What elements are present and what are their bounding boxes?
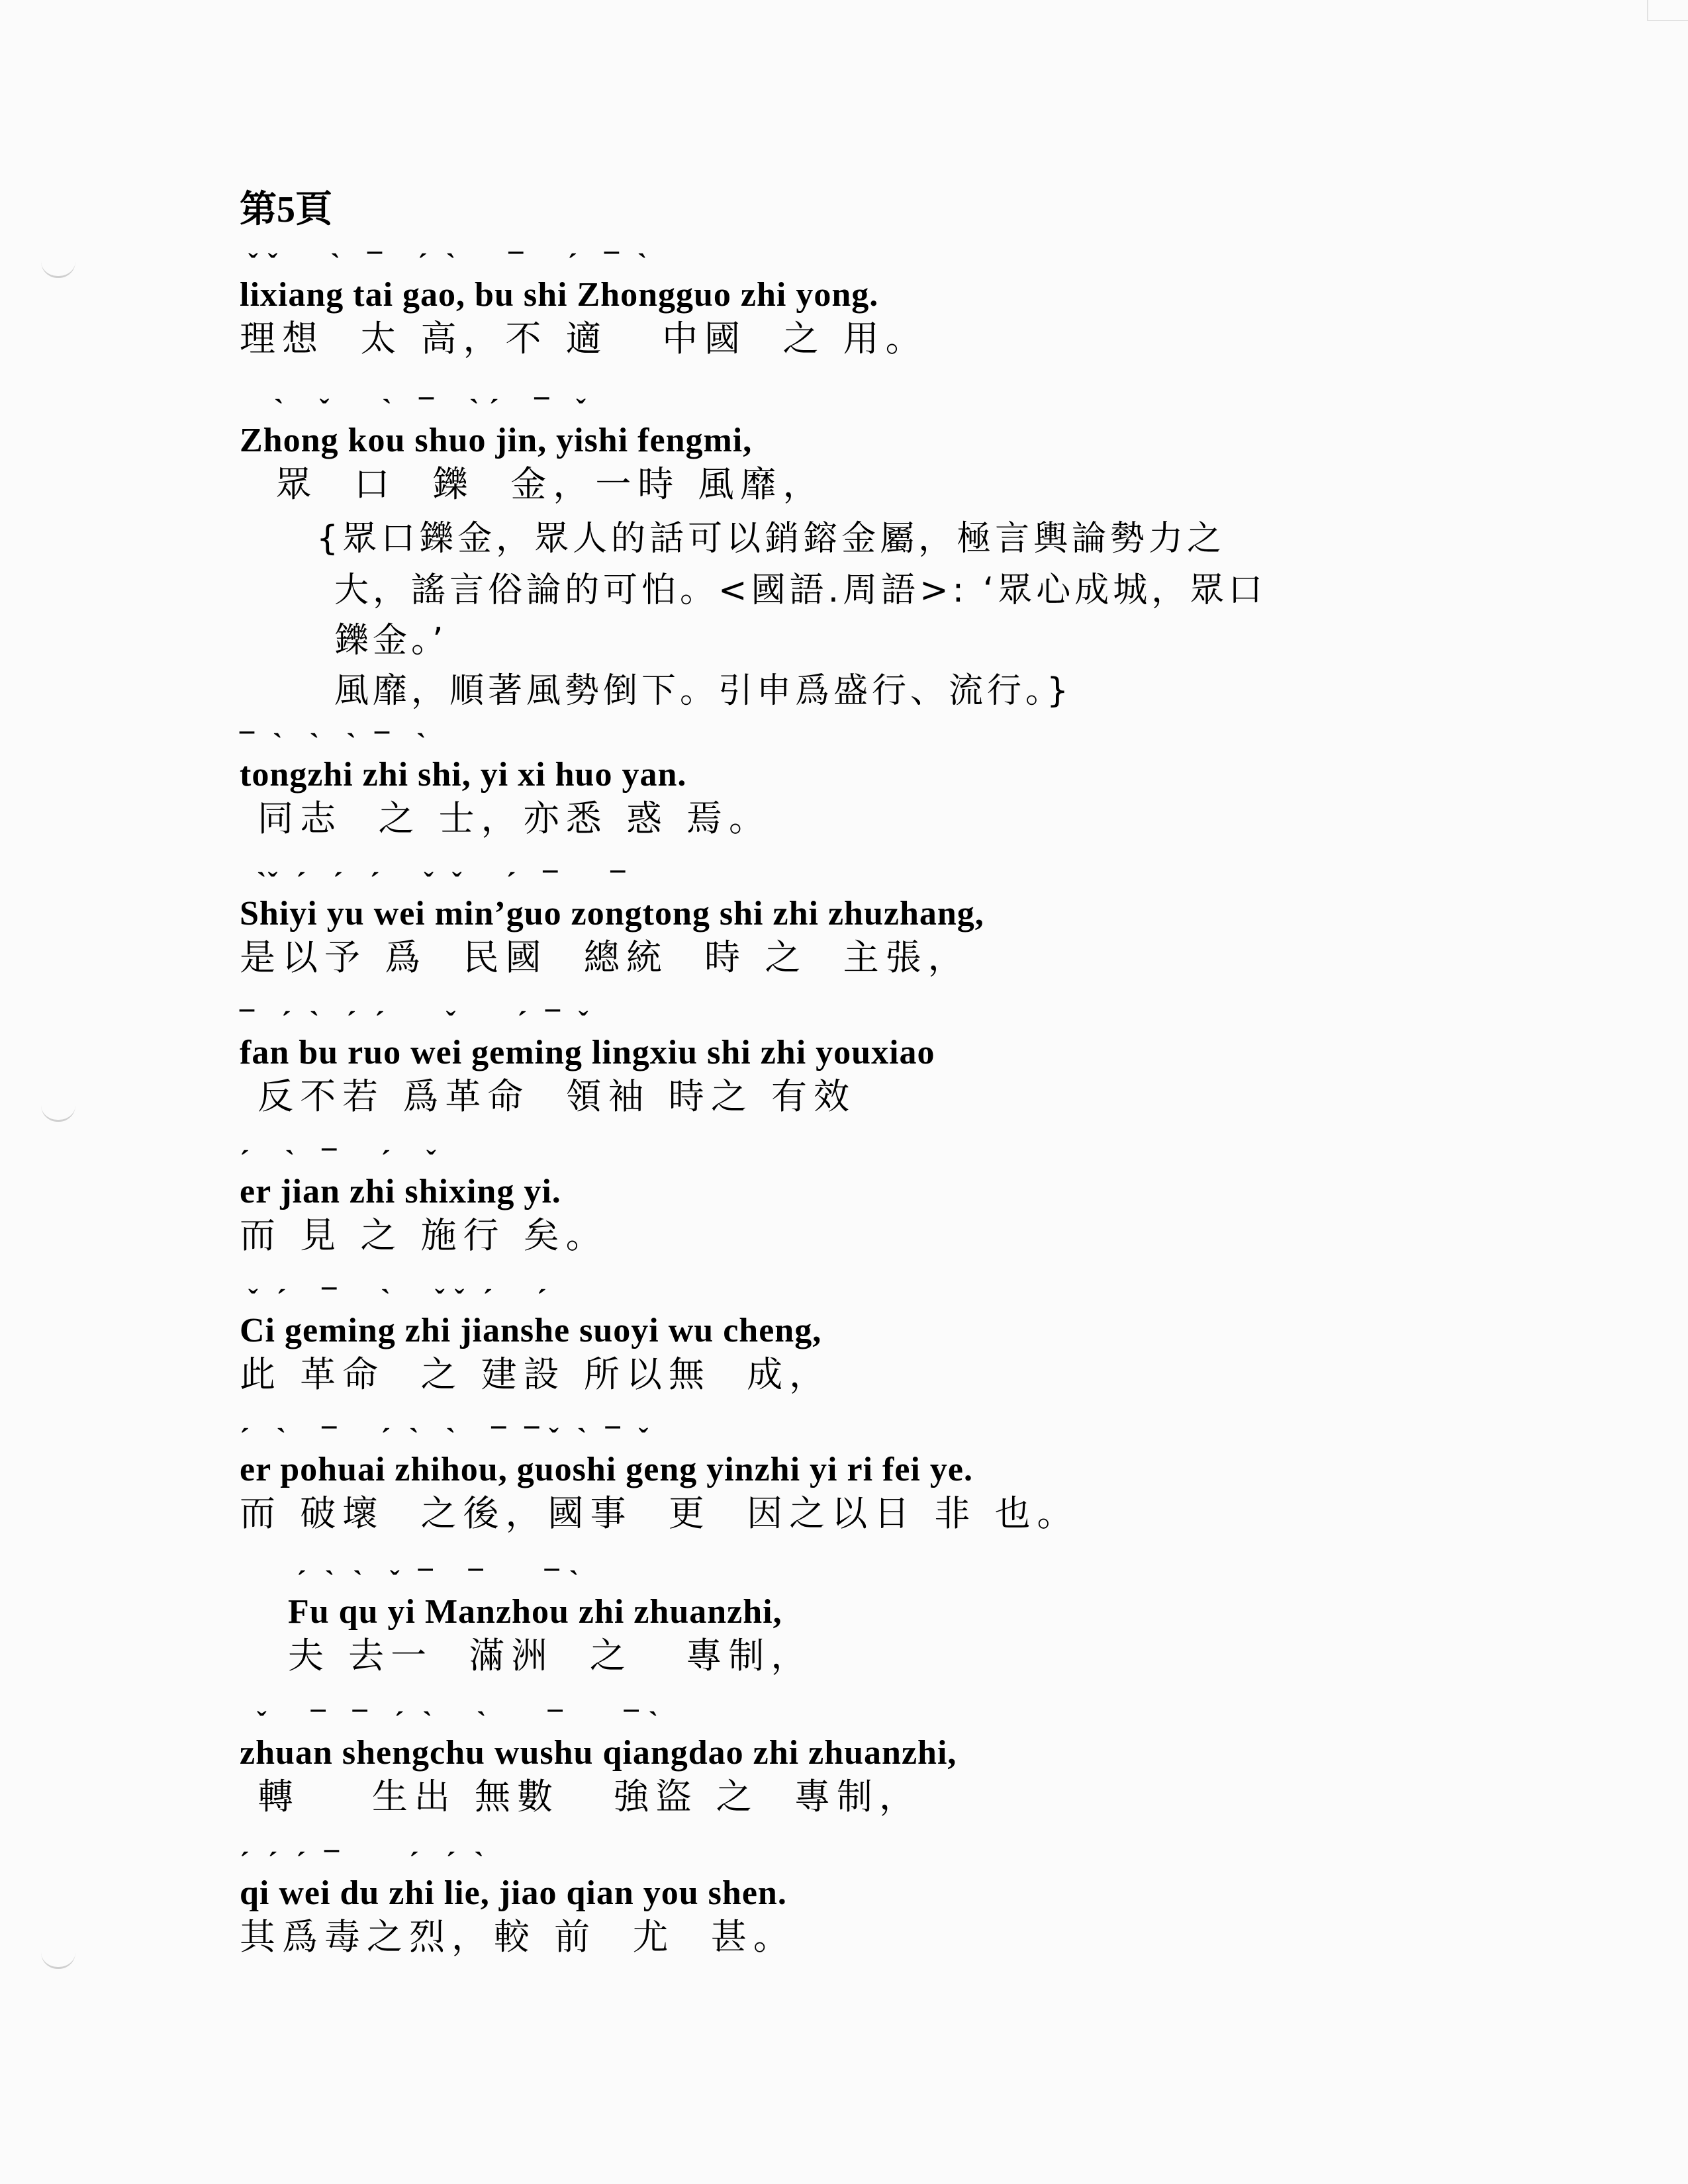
tone-marks: ˋ ˇ ˋ ¯ ˋ ˊ ¯ ˇ bbox=[240, 394, 587, 426]
verse-line bbox=[240, 1145, 608, 1259]
chinese-text: 而 破壞 之後，國事 更 因之以日 非 也。 bbox=[240, 1492, 1080, 1534]
pinyin-text: Shiyi yu wei min’guo zongtong shi zhi zhuzhang, bbox=[240, 895, 984, 933]
annotation-note-line: 鑠金。’ bbox=[334, 621, 447, 660]
verse-line bbox=[240, 1284, 832, 1398]
pinyin-text: Fu qu yi Manzhou zhi zhuanzhi, bbox=[288, 1593, 782, 1631]
verse-line bbox=[240, 1706, 957, 1820]
chinese-text: 反不若 爲革命 領袖 時之 有效 bbox=[240, 1075, 856, 1117]
verse-line bbox=[240, 867, 984, 981]
chinese-text: 夫 去一 滿洲 之 專制， bbox=[288, 1635, 814, 1676]
tone-marks: ˊ ˋ ˋ ˇ ¯ ¯ ¯ ˋ bbox=[288, 1565, 581, 1598]
chinese-text: 是以予 爲 民國 總統 時 之 主張， bbox=[240, 936, 970, 978]
scan-corner-mark bbox=[1647, 0, 1688, 21]
chinese-text: 而 見 之 施行 矣。 bbox=[240, 1214, 608, 1256]
verse-line bbox=[240, 728, 771, 842]
pinyin-text: tongzhi zhi shi, yi xi huo yan. bbox=[240, 756, 687, 794]
tone-marks: ˋˇ ˊ ˊ ˊ ˇ ˇ ˊ ¯ ¯ bbox=[240, 867, 627, 899]
annotation-note-line: 大，謠言俗論的可怕。<國語.周語>: ‘眾心成城，眾口 bbox=[334, 570, 1267, 610]
chinese-text: 理想 太 高，不 適 中國 之 用。 bbox=[240, 318, 928, 359]
verse-line bbox=[288, 1565, 814, 1679]
page-number: 第5頁 bbox=[240, 189, 332, 230]
tone-marks: ¯ ˋ ˋ ˋ ¯ ˋ bbox=[240, 728, 428, 760]
pinyin-text: Ci geming zhi jianshe suoyi wu cheng, bbox=[240, 1312, 822, 1349]
pinyin-text: zhuan shengchu wushu qiangdao zhi zhuanzhi, bbox=[240, 1734, 957, 1772]
chinese-text: 此 革命 之 建設 所以無 成， bbox=[240, 1353, 832, 1395]
tone-marks: ˊ ˋ ¯ ˊ ˋ ˋ ¯ ¯ ˇ ˋ ¯ ˇ bbox=[240, 1423, 650, 1455]
tone-marks: ¯ ˊ ˋ ˊ ˊ ˇ ˊ ¯ ˇ bbox=[240, 1006, 590, 1038]
chinese-text: 其爲毒之烈，較 前 尤 甚。 bbox=[240, 1916, 796, 1958]
chinese-text: 同志 之 士，亦悉 惑 焉。 bbox=[240, 797, 771, 839]
tone-marks: ˇ ˊ ¯ ˋ ˇ ˇ ˊ ˊ bbox=[240, 1284, 548, 1316]
punch-hole-mark bbox=[41, 1105, 75, 1122]
tone-marks: ˇ ¯ ¯ ˊ ˋ ˋ ¯ ¯ ˋ bbox=[240, 1706, 660, 1739]
pinyin-text: er pohuai zhihou, guoshi geng yinzhi yi ri fei ye. bbox=[240, 1451, 973, 1488]
pinyin-text: qi wei du zhi lie, jiao qian you shen. bbox=[240, 1874, 787, 1912]
verse-line bbox=[240, 248, 928, 362]
chinese-text: 轉 生出 無數 強盜 之 專制， bbox=[240, 1776, 921, 1817]
tone-marks: ˊ ˋ ¯ ˊ ˇ bbox=[240, 1145, 438, 1177]
pinyin-text: fan bu ruo wei geming lingxiu shi zhi youxiao bbox=[240, 1034, 935, 1071]
annotation-note-line: {眾口鑠金，眾人的話可以銷鎔金屬，極言輿論勢力之 bbox=[316, 519, 1226, 559]
punch-hole-mark bbox=[41, 261, 75, 278]
pinyin-text: Zhong kou shuo jin, yishi fengmi, bbox=[240, 422, 753, 459]
annotation-note-line: 風靡，順著風勢倒下。引申爲盛行、流行。} bbox=[334, 671, 1073, 711]
verse-line bbox=[240, 394, 825, 508]
verse-line bbox=[240, 1846, 796, 1960]
verse-line bbox=[240, 1423, 1080, 1537]
pinyin-text: lixiang tai gao, bu shi Zhongguo zhi yong. bbox=[240, 276, 879, 314]
tone-marks: ˇ ˇ ˋ ¯ ˊ ˋ ¯ ˊ ¯ ˋ bbox=[240, 248, 649, 281]
pinyin-text: er jian zhi shixing yi. bbox=[240, 1173, 561, 1210]
chinese-text: 眾 口 鑠 金，一時 風靡， bbox=[240, 463, 825, 505]
punch-hole-mark bbox=[41, 1952, 75, 1969]
verse-line bbox=[240, 1006, 935, 1120]
tone-marks: ˊ ˊ ˊ ¯ ˊ ˊ ˋ bbox=[240, 1846, 485, 1879]
